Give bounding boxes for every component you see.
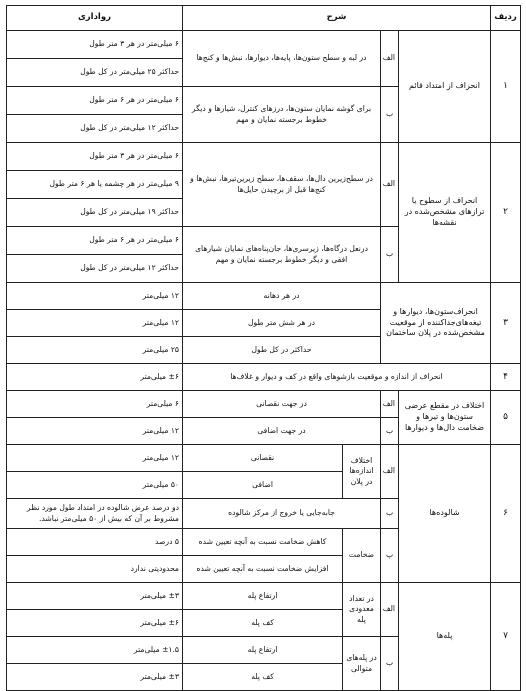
sub-letter: ب xyxy=(381,227,399,283)
row-number: ۵ xyxy=(491,391,521,445)
row-number: ۷ xyxy=(491,583,521,691)
sub-description: در جهت اضافی xyxy=(183,418,381,445)
row-number: ۱ xyxy=(491,31,521,143)
tolerance-value: ۱۲ میلی‌متر xyxy=(7,445,183,472)
sub-letter: الف xyxy=(381,583,399,637)
tolerance-value: حداکثر ۱۲ میلی‌متر در کل طول xyxy=(7,115,183,143)
sub-description: در سطح‌زیرین دال‌ها، سقف‌ها، سطح زیرین‌تیرها، نبش‌ها و کنج‌ها قبل از برچیدن حایل‌ها xyxy=(183,143,381,227)
sub-description: ارتفاع پله xyxy=(183,637,343,664)
sub-description: نقصانی xyxy=(183,445,343,472)
sub-description: برای گوشه نمایان ستون‌ها، درزهای کنترل، شیارها و دیگر خطوط برجسته نمایان و مهم xyxy=(183,87,381,143)
tolerance-table xyxy=(6,5,521,691)
sub-description: جابه‌جایی یا خروج از مرکز شالوده xyxy=(183,499,381,529)
sub-label: اختلاف اندازه‌ها در پلان xyxy=(343,445,381,499)
table-row xyxy=(7,391,521,418)
table-row xyxy=(7,364,521,391)
tolerance-value: ۶ میلی‌متر در هر ۳ متر طول xyxy=(7,143,183,171)
sub-description: ارتفاع پله xyxy=(183,583,343,610)
sub-description: حداکثر در کل طول xyxy=(183,337,381,364)
table-row xyxy=(7,283,521,310)
sub-letter: الف xyxy=(381,391,399,418)
sub-description: در هر دهانه xyxy=(183,283,381,310)
row-number: ۲ xyxy=(491,143,521,283)
tolerance-value: حداکثر ۱۹ میلی‌متر در کل طول xyxy=(7,199,183,227)
tolerance-value: دو درصد عرض شالوده در امتداد طول مورد نظر مشروط بر آن که بیش از ۵۰ میلی‌متر نباشد. xyxy=(7,499,183,529)
sub-letter: ب xyxy=(381,499,399,529)
sub-description: افزایش ضخامت نسبت به آنچه تعیین شده xyxy=(183,556,343,583)
sub-description: انحراف از اندازه و موقعیت بازشوهای واقع در کف و دیوار و غلاف‌ها xyxy=(183,364,491,391)
sub-letter: الف xyxy=(381,31,399,87)
table-row xyxy=(7,31,521,59)
tolerance-value: ±۶ میلی‌متر xyxy=(7,610,183,637)
tolerance-value: ۵ درصد xyxy=(7,529,183,556)
sub-description: اضافی xyxy=(183,472,343,499)
header-row-no: ردیف xyxy=(491,6,521,31)
tolerance-value: حداکثر ۱۲ میلی‌متر در کل طول xyxy=(7,255,183,283)
tolerance-value: ±۳ میلی‌متر xyxy=(7,583,183,610)
row-number: ۳ xyxy=(491,283,521,364)
tolerance-value: ±۶ میلی‌متر xyxy=(7,364,183,391)
sub-description: در‌نعل درگاه‌ها، زیرسری‌ها، جان‌پناه‌های نمایان شیارهای افقی و دیگر خطوط برجسته نمایان و مهم xyxy=(183,227,381,283)
row-title: اختلاف در مقطع عرضی ستون‌ها و تیرها و ضخامت دال‌ها و دیوارها xyxy=(399,391,491,445)
sub-label: ضخامت xyxy=(343,529,381,583)
tolerance-value: ۱۲ میلی‌متر xyxy=(7,283,183,310)
tolerance-value: ۶ میلی‌متر در هر ۳ متر طول xyxy=(7,31,183,59)
row-title: انحراف از امتداد قائم xyxy=(399,31,491,143)
tolerance-value: ۶ میلی‌متر در هر ۶ متر طول xyxy=(7,227,183,255)
row-title: شالوده‌ها xyxy=(399,445,491,583)
tolerance-value: ۱۲ میلی‌متر xyxy=(7,418,183,445)
sub-description: کف پله xyxy=(183,664,343,691)
sub-label: در تعداد معدودی پله xyxy=(343,583,381,637)
sub-letter: ب xyxy=(381,418,399,445)
tolerance-value: ±۱.۵ میلی‌متر xyxy=(7,637,183,664)
header-desc: شرح xyxy=(183,6,491,31)
sub-letter: الف xyxy=(381,143,399,227)
sub-description: در هر شش متر طول xyxy=(183,310,381,337)
row-title: پله‌ها xyxy=(399,583,491,691)
table-row xyxy=(7,143,521,171)
sub-letter: ب xyxy=(381,637,399,691)
header-tolerance: رواداری xyxy=(7,6,183,31)
sub-label: در پله‌های متوالی xyxy=(343,637,381,691)
tolerance-value: ۵۰ میلی‌متر xyxy=(7,472,183,499)
table-row xyxy=(7,583,521,610)
tolerance-value: ۲۵ میلی‌متر xyxy=(7,337,183,364)
row-number: ۶ xyxy=(491,445,521,583)
row-title: انحراف از سطوح یا ترازهای مشخص‌شده در نقشه‌ها xyxy=(399,143,491,283)
tolerance-value: ۶ میلی‌متر xyxy=(7,391,183,418)
tolerance-value: محدودیتی ندارد xyxy=(7,556,183,583)
table-header-row xyxy=(7,6,521,31)
sub-description: در جهت نقصانی xyxy=(183,391,381,418)
sub-description: کاهش ضخامت نسبت به آنچه تعیین شده xyxy=(183,529,343,556)
tolerance-value: حداکثر ۲۵ میلی‌متر در کل طول xyxy=(7,59,183,87)
sub-description: کف پله xyxy=(183,610,343,637)
sub-description: در لبه و سطح ستون‌ها، پایه‌ها، دیوارها، نبش‌ها و کنج‌ها xyxy=(183,31,381,87)
sub-letter: الف xyxy=(381,445,399,499)
sub-letter: ب xyxy=(381,87,399,143)
tolerance-value: ±۳ میلی‌متر xyxy=(7,664,183,691)
tolerance-value: ۶ میلی‌متر در هر ۶ متر طول xyxy=(7,87,183,115)
row-number: ۴ xyxy=(491,364,521,391)
row-title: انحراف‌ستون‌ها، دیوارها و تیغه‌های‌جداکننده از موقعیت مشخص‌شده در پلان ساختمان xyxy=(381,283,491,364)
sub-letter: پ xyxy=(381,529,399,583)
tolerance-value: ۹ میلی‌متر در هر چشمه یا هر ۶ متر طول xyxy=(7,171,183,199)
tolerance-value: ۱۲ میلی‌متر xyxy=(7,310,183,337)
table-row xyxy=(7,445,521,472)
